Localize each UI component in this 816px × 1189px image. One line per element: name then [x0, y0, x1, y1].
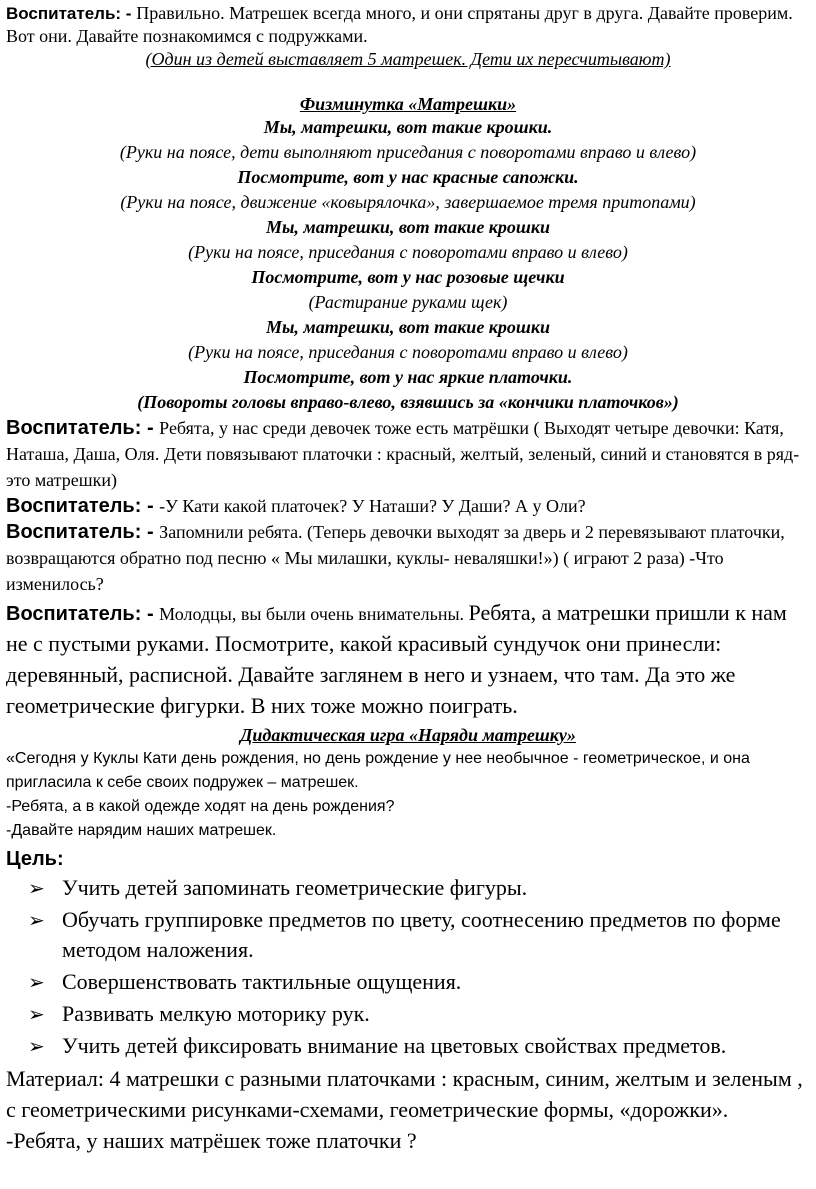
intro-text: Правильно. Матрешек всегда много, и они спрятаны друг в друга. Давайте проверим. Вот они. Давайте познакомимся с подружками. — [6, 3, 793, 46]
praise-paragraph — [6, 597, 810, 721]
verse-line: Мы, матрешки, вот такие крошки — [265, 217, 551, 237]
arrow-bullet-icon: ➢ — [28, 1002, 45, 1026]
game-line: «Сегодня у Куклы Кати день рождения, но день рождение у нее необычное - геометрическое, и она пригласила к себе своих подружек – матрешек. — [6, 750, 750, 791]
closing-question: -Ребята, у наших матрёшек тоже платочки ? — [6, 1128, 417, 1153]
speaker-label: Воспитатель: - — [6, 603, 160, 625]
stage-direction: (Руки на поясе, приседания с поворотами вправо и влево) — [188, 342, 628, 362]
verse-line: Мы, матрешки, вот такие крошки. — [263, 117, 553, 137]
material-paragraph: Материал: 4 матрешки с разными платочками : красным, синим, желтым и зеленым , с геометрическими рисунками-схемами, геометрические формы, «дорожки». — [6, 1066, 803, 1122]
goal-text: Развивать мелкую моторику рук. — [62, 1001, 370, 1026]
verse-line: Посмотрите, вот у нас яркие платочки. — [243, 367, 573, 387]
goal-list — [6, 873, 810, 1061]
stage-direction: (Руки на поясе, движение «ковырялочка», завершаемое тремя притопами) — [120, 192, 696, 212]
stage-direction: (Руки на поясе, дети выполняют приседания с поворотами вправо и влево) — [119, 142, 697, 162]
fizminutka-lines — [6, 115, 810, 415]
verse-line: Посмотрите, вот у нас розовые щечки — [251, 267, 565, 287]
stage-direction: (Растирание руками щек) — [308, 292, 508, 312]
arrow-bullet-icon: ➢ — [28, 908, 45, 932]
dialog-text: Запомнили ребята. (Теперь девочки выходят за дверь и 2 перевязывают платочки, возвращаются обратно под песню « Мы милашки, куклы- неваляшки!») ( играют 2 раза) -Что изменилось? — [6, 522, 785, 594]
dialog-text: -У Кати какой платочек? У Наташи? У Даши? А у Оли? — [159, 496, 586, 516]
praise-main-text: Ребята, а матрешки пришли к нам не с пустыми руками. Посмотрите, какой красивый сундучок они принесли: деревянный, расписной. Давайте заглянем в него и узнаем, что там. Да это же геометрические фигурки. В них тоже можно поиграть. — [6, 600, 787, 718]
arrow-bullet-icon: ➢ — [28, 1034, 45, 1058]
dialog-paragraph — [6, 519, 810, 597]
game-title: Дидактическая игра «Наряди матрешку» — [240, 725, 576, 745]
stage-direction: (Руки на поясе, приседания с поворотами вправо и влево) — [188, 242, 628, 262]
verse-line: Посмотрите, вот у нас красные сапожки. — [237, 167, 579, 187]
intro-paragraph — [6, 0, 810, 48]
fizminutka-title: Физминутка «Матрешки» — [299, 94, 517, 114]
game-lines — [6, 747, 810, 843]
game-line: -Ребята, а в какой одежде ходят на день рождения? — [6, 798, 395, 815]
game-line: -Давайте нарядим наших матрешек. — [6, 822, 277, 839]
praise-small-text: Молодцы, вы были очень внимательны. — [159, 604, 469, 624]
dialog-text: Ребята, у нас среди девочек тоже есть матрёшки ( Выходят четыре девочки: Катя, Наташа, Даша, Оля. Дети повязывают платочки : красный, желтый, зеленый, синий и становятся в ряд-это матрешки) — [6, 418, 800, 490]
goal-item — [24, 999, 810, 1029]
goal-heading: Цель: — [6, 848, 64, 870]
goal-item — [24, 905, 810, 965]
goal-item — [24, 1031, 810, 1061]
dialog-paragraph — [6, 493, 810, 519]
speaker-label: Воспитатель: - — [6, 521, 160, 543]
goal-item — [24, 967, 810, 997]
goal-text: Совершенствовать тактильные ощущения. — [62, 969, 462, 994]
speaker-label: Воспитатель: - — [6, 417, 160, 439]
speaker-label: Воспитатель: - — [6, 495, 160, 517]
stage-direction: (Повороты головы вправо-влево, взявшись за «кончики платочков») — [137, 392, 679, 412]
dialog-paragraph — [6, 415, 810, 493]
arrow-bullet-icon: ➢ — [28, 970, 45, 994]
goal-text: Учить детей запоминать геометрические фигуры. — [62, 875, 528, 900]
arrow-bullet-icon: ➢ — [28, 876, 45, 900]
speaker-label: Воспитатель: - — [6, 4, 137, 23]
goal-text: Учить детей фиксировать внимание на цветовых свойствах предметов. — [62, 1033, 727, 1058]
dialog-block — [6, 415, 810, 597]
goal-item — [24, 873, 810, 903]
verse-line: Мы, матрешки, вот такие крошки — [265, 317, 551, 337]
goal-text: Обучать группировке предметов по цвету, соотнесению предметов по форме методом наложения. — [62, 907, 781, 962]
intro-note: (Один из детей выставляет 5 матрешек. Дети их пересчитывают) — [145, 49, 671, 69]
